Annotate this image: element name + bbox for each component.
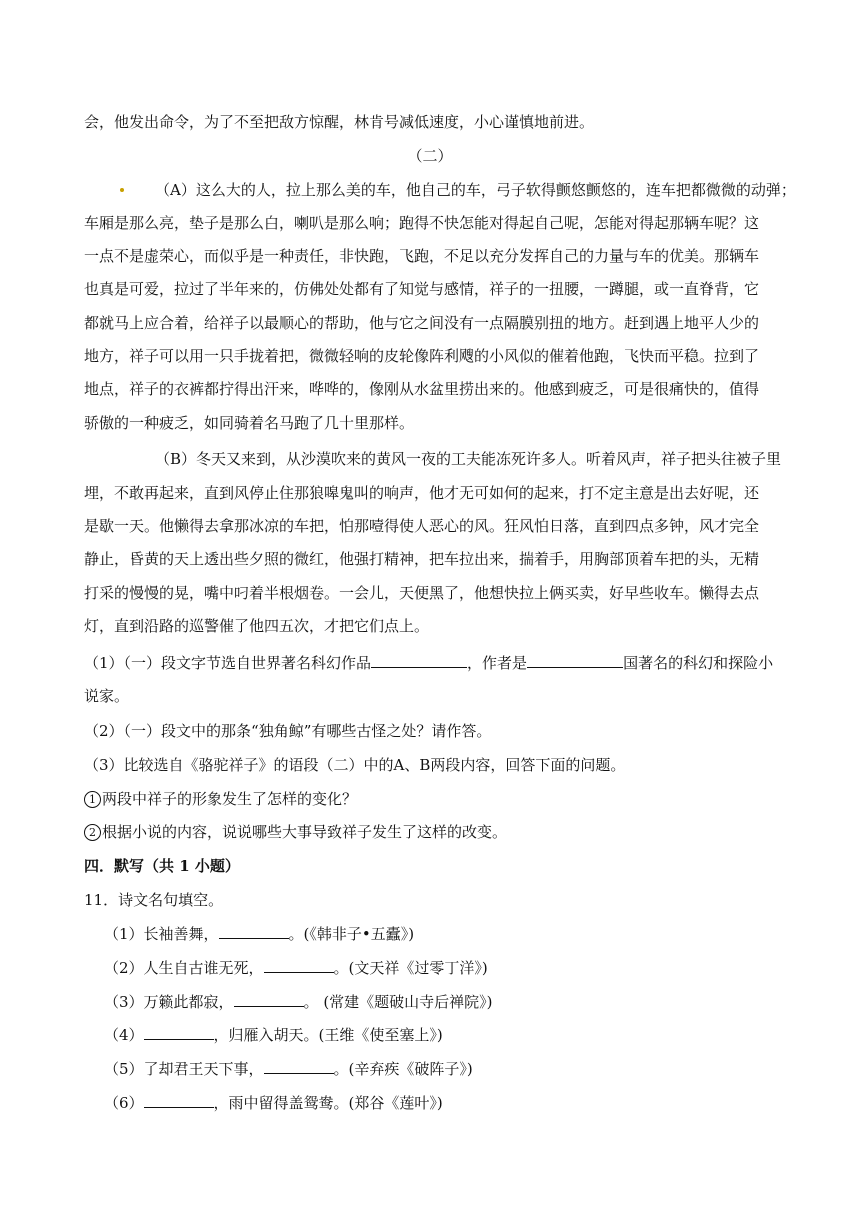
answer-blank[interactable] xyxy=(219,923,289,939)
question-1-continued: 说家。 xyxy=(84,687,130,705)
poem-text-before: （6） xyxy=(104,1094,144,1112)
question-11-title: 11．诗文名句填空。 xyxy=(84,891,224,909)
passage-b-line: 是歇一天。他懒得去拿那冰凉的车把，怕那噎得使人恶心的风。狂风怕日落，直到四点多钟，风才完全 xyxy=(84,517,760,535)
passage-a-line: 都就马上应合着，给祥子以最顺心的帮助，他与它之间没有一点隔膜别扭的地方。赶到遇上地平人少的 xyxy=(84,314,760,332)
passage-a-line: （A）这么大的人，拉上那么美的车，他自己的车，弓子软得颤悠颤悠的，连车把都微微的动弹； xyxy=(155,181,796,199)
passage-a-line: 地点，祥子的衣裤都拧得出汗来，哗哗的，像刚从水盆里捞出来的。他感到疲乏，可是很痛快的，值得 xyxy=(84,380,760,398)
passage-b-line: 灯，直到沿路的巡警催了他四五次，才把它们点上。 xyxy=(84,617,430,635)
question-1-text-part1: （1）（一）段文字节选自世界著名科幻作品 xyxy=(84,654,372,672)
poem-line xyxy=(104,1092,860,1113)
circled-number-one: 1 xyxy=(84,791,101,808)
passage-b-line: 埋，不敢再起来，直到风停止住那狼嗥鬼叫的响声，他才无可如何的起来，打不定主意是出去好呢，还 xyxy=(84,484,760,502)
passage-a-line: 骄傲的一种疲乏，如同骑着名马跑了几十里那样。 xyxy=(84,414,415,432)
question-3-sub-2 xyxy=(84,822,860,842)
poem-text-after: 。(《韩非子•五蠹》) xyxy=(288,925,415,943)
poem-line xyxy=(104,957,860,978)
question-1-text-part2: ，作者是 xyxy=(467,654,528,672)
answer-blank[interactable] xyxy=(144,1024,214,1040)
passage-one-closing-line: 会，他发出命令，为了不至把敌方惊醒，林肯号减低速度，小心谨慎地前进。 xyxy=(84,113,595,131)
passage-b-line: 打采的慢慢的晃，嘴中叼着半根烟卷。一会儿，天便黑了，他想快拉上俩买卖，好早些收车。懒得去点 xyxy=(84,584,760,602)
passage-a-line: 地方，祥子可以用一只手拢着把，微微轻响的皮轮像阵利飕的小风似的催着他跑，飞快而平稳。拉到了 xyxy=(84,347,760,365)
passage-a-line: 一点不是虚荣心，而似乎是一种责任，非快跑，飞跑，不足以充分发挥自己的力量与车的优美。那辆车 xyxy=(84,247,760,265)
poem-text-after: ，雨中留得盖鸳鸯。(郑谷《莲叶》) xyxy=(213,1094,443,1112)
poem-text-before: （4） xyxy=(104,1026,144,1044)
poem-text-after: 。 (常建《题破山寺后禅院》) xyxy=(303,993,493,1011)
question-3-sub-1-text: 两段中祥子的形象发生了怎样的变化？ xyxy=(102,790,358,808)
question-3-sub-1 xyxy=(84,789,860,809)
question-2: （2）（一）段文中的那条“独角鲸”有哪些古怪之处？请作答。 xyxy=(84,722,492,740)
poem-line xyxy=(104,1058,860,1079)
poem-text-before: （1）长袖善舞， xyxy=(104,925,219,943)
poem-text-before: （2）人生自古谁无死， xyxy=(104,959,264,977)
question-3-sub-2-text: 根据小说的内容，说说哪些大事导致祥子发生了这样的改变。 xyxy=(102,823,508,841)
passage-a-line: 车厢是那么亮，垫子是那么白，喇叭是那么响；跑得不快怎能对得起自己呢，怎能对得起那辆车呢？这 xyxy=(84,214,760,232)
poem-text-before: （5）了却君王天下事， xyxy=(104,1060,264,1078)
answer-blank[interactable] xyxy=(264,1058,334,1074)
answer-blank[interactable] xyxy=(371,652,467,668)
poem-line xyxy=(104,1024,860,1045)
passage-a-line: 也真是可爱，拉过了半年来的，仿佛处处都有了知觉与感情，祥子的一扭腰，一蹲腿，或一直脊背，它 xyxy=(84,280,760,298)
poem-line xyxy=(104,991,860,1012)
passage-b-line: 静止，昏黄的天上透出些夕照的微红，他强打精神，把车拉出来，揣着手，用胸部顶着车把的头，无精 xyxy=(84,550,760,568)
question-1 xyxy=(84,652,860,673)
poem-text-after: 。(文天祥《过零丁洋》) xyxy=(333,959,488,977)
circled-number-two: 2 xyxy=(84,824,101,841)
answer-blank[interactable] xyxy=(234,991,304,1007)
question-3: （3）比较选自《骆驼祥子》的语段（二）中的A、B两段内容，回答下面的问题。 xyxy=(84,756,626,774)
poem-text-after: ，归雁入胡天。(王维《使至塞上》) xyxy=(213,1026,443,1044)
passage-b-line: （B）冬天又来到，从沙漠吹来的黄风一夜的工夫能冻死许多人。听着风声，祥子把头往被子里 xyxy=(155,450,782,468)
highlight-dot-mark xyxy=(120,188,124,192)
section-two-heading: （二） xyxy=(407,147,453,165)
answer-blank[interactable] xyxy=(264,957,334,973)
poem-line xyxy=(104,923,860,944)
section-four-heading: 四．默写（共 1 小题） xyxy=(84,857,240,875)
answer-blank[interactable] xyxy=(144,1092,214,1108)
question-1-text-part3: 国著名的科幻和探险小 xyxy=(623,654,774,672)
poem-text-after: 。(辛弃疾《破阵子》) xyxy=(333,1060,473,1078)
poem-text-before: （3）万籁此都寂， xyxy=(104,993,234,1011)
answer-blank[interactable] xyxy=(527,652,623,668)
